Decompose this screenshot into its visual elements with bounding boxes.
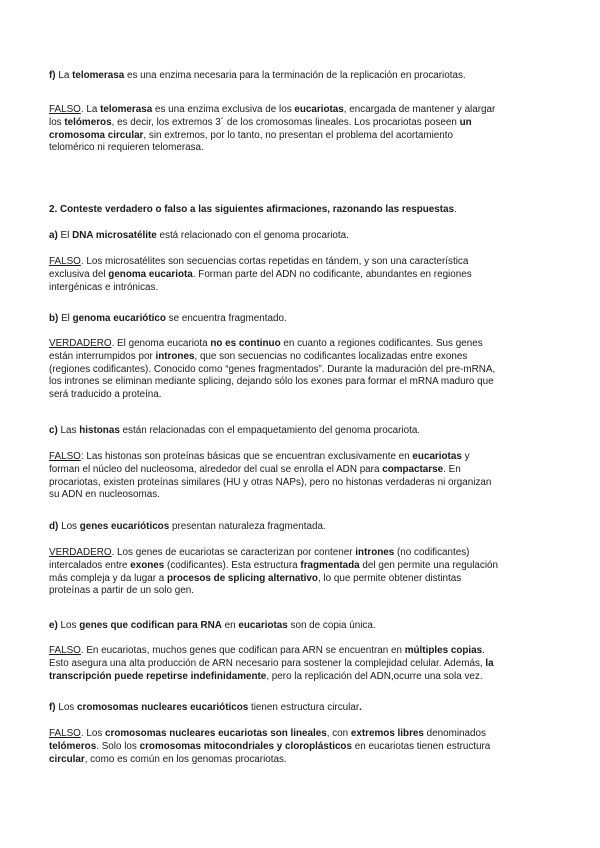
- verdict-label: VERDADERO: [49, 547, 112, 558]
- text-span: intercalados entre: [49, 559, 131, 571]
- paragraph: [49, 620, 559, 633]
- text-span: Los: [58, 521, 80, 532]
- text-line: [49, 477, 559, 490]
- bold-text: .: [359, 702, 362, 713]
- text-span: La: [55, 70, 73, 81]
- bold-text: circular: [49, 753, 85, 765]
- paragraph: [49, 521, 559, 534]
- bold-text: telomerasa: [100, 104, 153, 115]
- text-span: (codificantes). Esta estructura: [164, 559, 301, 571]
- bold-text: b): [49, 313, 59, 324]
- bold-text: f): [49, 702, 56, 713]
- text-span: El: [57, 230, 73, 241]
- text-line: [49, 702, 559, 715]
- text-line: [49, 104, 559, 117]
- text-span: . Forman parte del ADN no codificante, abundantes en regiones: [192, 268, 472, 280]
- text-line: [49, 489, 559, 502]
- text-span: tienen estructura circular: [248, 702, 360, 713]
- bold-text: telómeros: [49, 740, 97, 752]
- text-line: [49, 70, 559, 83]
- text-span: , con: [326, 728, 351, 739]
- text-span: . Los genes de eucariotas se caracterizan por contener: [111, 547, 356, 558]
- paragraph: [49, 70, 559, 83]
- paragraph: [49, 313, 559, 326]
- bold-text: transcripción puede repetirse indefinidamente: [49, 670, 267, 682]
- bold-text: un: [459, 116, 472, 128]
- text-span: . Los microsatélites son secuencias cortas repetidas en tándem, y son una característica: [80, 256, 469, 267]
- text-line: [49, 658, 559, 671]
- text-span: (regiones codificantes). Conocido como “genes fragmentados”. Durante la maduración del pre-mRNA,: [49, 363, 496, 375]
- bold-text: genoma eucariota: [108, 268, 193, 280]
- paragraph: [49, 338, 559, 402]
- verdict-label: FALSO: [49, 256, 81, 267]
- bold-text: f): [49, 70, 56, 81]
- text-span: .: [482, 645, 485, 656]
- paragraph: [49, 104, 559, 155]
- paragraph: [49, 702, 559, 715]
- text-span: (no codificantes): [394, 547, 470, 558]
- text-span: , es decir, los extremos 3´ de los cromosomas lineales. Los procariotas poseen: [111, 116, 460, 128]
- text-span: son de copia única.: [287, 620, 376, 631]
- text-span: .: [454, 204, 457, 215]
- text-line: [49, 464, 559, 477]
- bold-text: cromosoma circular: [49, 129, 144, 141]
- text-span: , pero la replicación del ADN,ocurre una sola vez.: [266, 670, 483, 682]
- text-line: [49, 741, 559, 754]
- paragraph: [49, 451, 559, 502]
- text-span: procariotas, existen proteínas similares (HU y otras NAPs), pero no histonas verdaderas ni organizan: [49, 476, 492, 488]
- verdict-label: FALSO: [49, 104, 81, 115]
- bold-text: procesos de splicing alternativo: [167, 572, 318, 584]
- bold-text: a): [49, 230, 58, 241]
- bold-text: genes eucarióticos: [79, 521, 170, 532]
- text-span: . Solo los: [96, 740, 140, 752]
- text-span: , lo que permite obtener distintas: [317, 572, 462, 584]
- text-span: presentan naturaleza fragmentada.: [169, 521, 326, 532]
- bold-text: eucariotas: [294, 104, 344, 115]
- bold-text: intrones: [155, 350, 195, 362]
- text-span: denominados: [423, 728, 486, 739]
- text-span: los intrones se eliminan mediante splicing, dejando sólo los exones para formar el mRNA maduro que: [49, 376, 494, 388]
- text-span: su ADN en nucleosomas.: [49, 489, 160, 501]
- text-span: : Las histonas son proteínas básicas que se encuentran exclusivamente en: [80, 451, 413, 462]
- bold-text: intrones: [355, 547, 395, 558]
- bold-text: genes que codifican para RNA: [79, 620, 222, 631]
- text-line: [49, 130, 559, 143]
- bold-text: múltiples copias: [404, 645, 483, 656]
- bold-text: eucariotas: [412, 451, 462, 462]
- text-span: será traducido a proteína.: [49, 389, 162, 401]
- text-line: [49, 620, 559, 633]
- text-span: Los: [55, 702, 77, 713]
- text-span: telomérico ni requieren telomerasa.: [49, 142, 204, 154]
- text-line: [49, 389, 559, 402]
- paragraph: [49, 204, 559, 217]
- text-line: [49, 451, 559, 464]
- text-span: es una enzima exclusiva de los: [152, 104, 295, 115]
- text-span: exclusiva del: [49, 268, 109, 280]
- bold-text: c): [49, 425, 58, 436]
- bold-text: cromosomas nucleares eucarióticos: [77, 702, 249, 713]
- text-span: , que son secuencias no codificantes localizadas entre exones: [194, 350, 468, 362]
- text-span: en: [221, 620, 239, 631]
- text-span: y: [461, 451, 470, 462]
- verdict-label: FALSO: [49, 645, 81, 656]
- paragraph: [49, 256, 559, 294]
- text-span: proteínas a partir de un solo gen.: [49, 585, 194, 597]
- text-line: [49, 269, 559, 282]
- text-line: [49, 364, 559, 377]
- bold-text: DNA microsatélite: [72, 230, 157, 241]
- bold-text: telómeros: [64, 116, 112, 128]
- text-span: Las: [57, 425, 80, 436]
- text-line: [49, 585, 559, 598]
- text-line: [49, 204, 559, 217]
- text-line: [49, 645, 559, 658]
- bold-text: exones: [130, 559, 165, 571]
- text-line: [49, 256, 559, 269]
- paragraph: [49, 645, 559, 683]
- text-span: El: [58, 313, 73, 324]
- text-line: [49, 754, 559, 767]
- text-line: [49, 282, 559, 295]
- text-line: [49, 142, 559, 155]
- text-line: [49, 728, 559, 741]
- text-line: [49, 376, 559, 389]
- bold-text: histonas: [79, 425, 120, 436]
- text-span: se encuentra fragmentado.: [165, 313, 287, 324]
- bold-text: extremos libres: [350, 728, 424, 739]
- paragraph: [49, 230, 559, 243]
- text-span: forman el núcleo del nucleosoma, alrededor del cual se enrolla el ADN para: [49, 463, 383, 475]
- text-span: más compleja y da lugar a: [49, 572, 168, 584]
- text-span: . Los: [80, 728, 105, 739]
- text-line: [49, 547, 559, 560]
- bold-text: eucariotas: [238, 620, 288, 631]
- text-span: intergénicas e intrónicas.: [49, 281, 159, 293]
- text-span: . En: [443, 463, 461, 475]
- text-line: [49, 573, 559, 586]
- text-span: Esto asegura una alta producción de ARN necesario para sostener la complejidad celular. Además,: [49, 657, 486, 669]
- text-span: . El genoma eucariota: [111, 338, 211, 349]
- paragraph: [49, 547, 559, 598]
- text-span: en eucariotas tienen estructura: [351, 740, 491, 752]
- bold-text: d): [49, 521, 59, 532]
- text-span: . La: [80, 104, 101, 115]
- bold-text: no es continuo: [210, 338, 281, 349]
- text-line: [49, 521, 559, 534]
- bold-text: compactarse: [382, 463, 444, 475]
- verdict-label: FALSO: [49, 728, 81, 739]
- text-line: [49, 230, 559, 243]
- bold-text: e): [49, 620, 58, 631]
- text-line: [49, 671, 559, 684]
- text-span: , como es común en los genomas procariotas.: [84, 753, 287, 765]
- bold-text: 2. Conteste verdadero o falso a las siguientes afirmaciones, razonando las respuestas: [49, 204, 455, 215]
- text-span: los: [49, 116, 65, 128]
- text-span: . En eucariotas, muchos genes que codifican para ARN se encuentran en: [80, 645, 405, 656]
- text-span: Los: [57, 620, 80, 631]
- bold-text: la: [485, 657, 494, 669]
- bold-text: cromosomas nucleares eucariotas son lineales: [105, 728, 327, 739]
- text-span: en cuanto a regiones codificantes. Sus genes: [280, 338, 483, 349]
- paragraph: [49, 728, 559, 766]
- text-span: está relacionado con el genoma procariota.: [156, 230, 349, 241]
- bold-text: telomerasa: [72, 70, 125, 81]
- bold-text: cromosomas mitocondriales y cloroplásticos: [139, 740, 352, 752]
- text-span: del gen permite una regulación: [359, 559, 499, 571]
- bold-text: fragmentada: [300, 559, 360, 571]
- text-span: , sin extremos, por lo tanto, no presentan el problema del acortamiento: [143, 129, 453, 141]
- text-span: están interrumpidos por: [49, 350, 156, 362]
- verdict-label: VERDADERO: [49, 338, 112, 349]
- text-line: [49, 117, 559, 130]
- verdict-label: FALSO: [49, 451, 81, 462]
- text-span: están relacionadas con el empaquetamiento del genoma procariota.: [119, 425, 421, 436]
- text-line: [49, 351, 559, 364]
- text-line: [49, 338, 559, 351]
- text-line: [49, 313, 559, 326]
- bold-text: genoma eucariótico: [72, 313, 166, 324]
- text-span: , encargada de mantener y alargar: [343, 104, 496, 115]
- text-line: [49, 425, 559, 438]
- text-line: [49, 560, 559, 573]
- text-span: es una enzima necesaria para la terminación de la replicación en procariotas.: [124, 70, 466, 81]
- paragraph: [49, 425, 559, 438]
